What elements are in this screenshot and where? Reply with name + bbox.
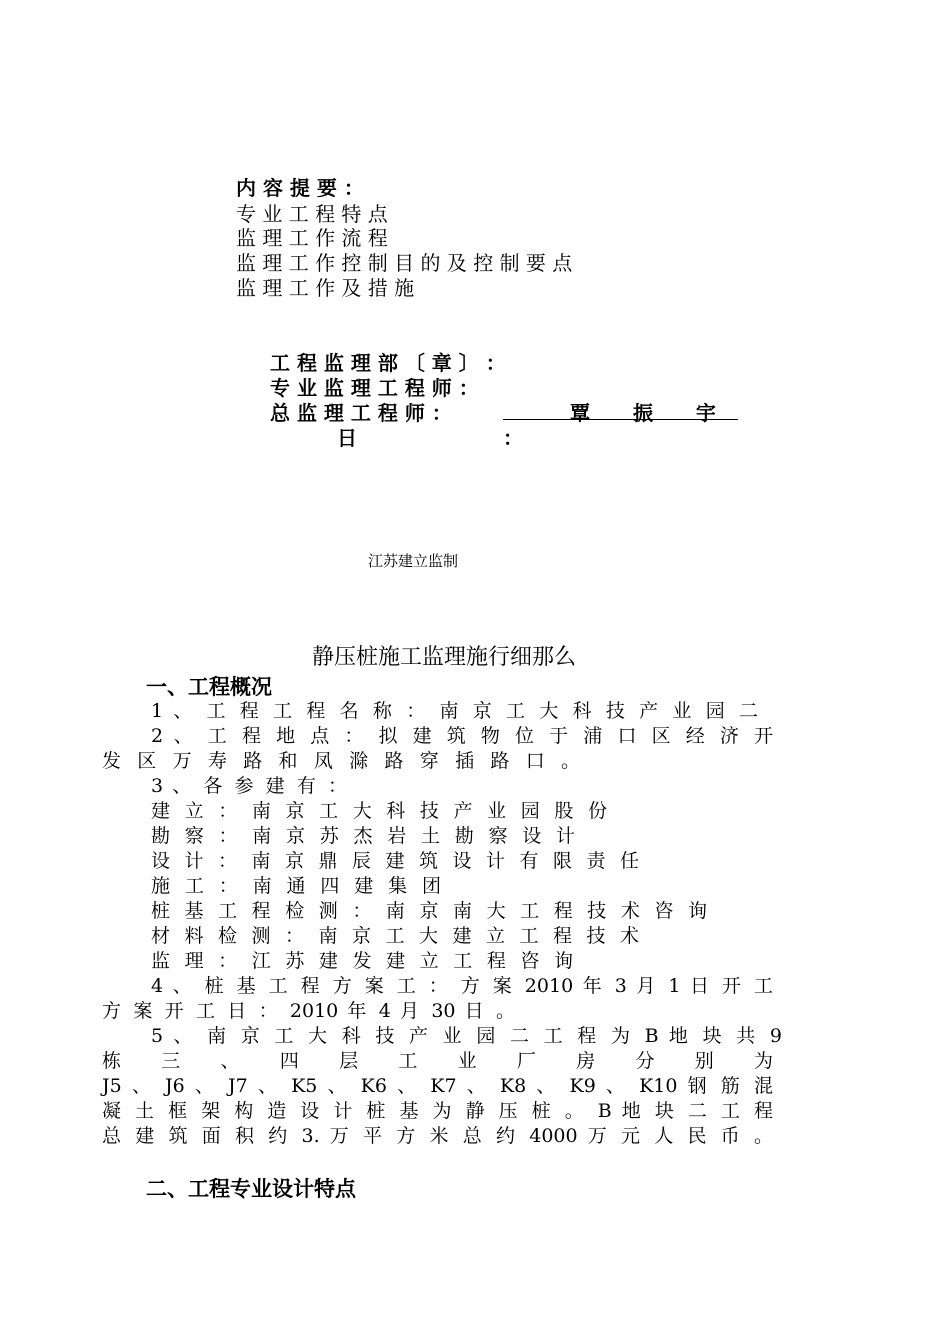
body-line: J5 、 J6 、 J7 、 K5 、 K6 、 K7 、 K8 、 K9 、 K10 钢 筋 混 bbox=[102, 1075, 773, 1097]
date-label: 日 bbox=[337, 426, 357, 450]
body-line: 勘 察 ： 南 京 苏 杰 岩 土 勘 察 设 计 bbox=[151, 825, 575, 847]
body-line: 方 案 开 工 日 ： 2010 年 4 月 30 日 。 bbox=[102, 1000, 515, 1022]
summary-item: 专 业 工 程 特 点 bbox=[236, 202, 388, 226]
summary-item: 监 理 工 作 控 制 目 的 及 控 制 要 点 bbox=[236, 251, 573, 275]
summary-title: 内 容 提 要 ： bbox=[236, 176, 364, 200]
chief-name: 覃 振 宇 bbox=[570, 401, 716, 425]
section-heading: 二、工程专业设计特点 bbox=[146, 1177, 356, 1201]
body-line: 1 、 工 程 工 程 名 称 ： 南 京 工 大 科 技 产 业 园 二 bbox=[151, 700, 758, 722]
body-line: 发 区 万 寿 路 和 凤 滁 路 穿 插 路 口 。 bbox=[102, 750, 580, 772]
chief-label: 总 监 理 工 程 师 ： bbox=[270, 401, 452, 425]
summary-item: 监 理 工 作 流 程 bbox=[236, 226, 388, 250]
body-line: 施 工 ： 南 通 四 建 集 团 bbox=[151, 875, 441, 897]
body-line: 监 理 ： 江 苏 建 发 建 立 工 程 咨 询 bbox=[151, 950, 573, 972]
doc-title: 静压桩施工监理施行细那么 bbox=[311, 645, 576, 670]
body-line: 材 料 检 测 ： 南 京 工 大 建 立 工 程 技 术 bbox=[151, 925, 639, 947]
body-line: 2 、 工 程 地 点 ： 拟 建 筑 物 位 于 浦 口 区 经 济 开 bbox=[151, 725, 773, 747]
body-line: 5 、 南 京 工 大 科 技 产 业 园 二 工 程 为 B 地 块 共 9 bbox=[151, 1025, 782, 1047]
section-heading: 一、工程概况 bbox=[146, 675, 272, 699]
body-line: 设 计 ： 南 京 鼎 辰 建 筑 设 计 有 限 责 任 bbox=[151, 850, 639, 872]
body-line: 总 建 筑 面 积 约 3. 万 平 方 米 总 约 4000 万 元 人 民 币 。 bbox=[102, 1125, 773, 1147]
issuer: 江苏建立监制 bbox=[368, 552, 459, 570]
summary-item: 监 理 工 作 及 措 施 bbox=[236, 276, 415, 300]
dept-label: 工 程 监 理 部 〔 章 〕 ： bbox=[270, 351, 506, 375]
body-line: 桩 基 工 程 检 测 ： 南 京 南 大 工 程 技 术 咨 询 bbox=[151, 900, 707, 922]
body-line: 4 、 桩 基 工 程 方 案 工 ： 方 案 2010 年 3 月 1 日 开 工 bbox=[151, 975, 773, 997]
engineer-label: 专 业 监 理 工 程 师 ： bbox=[270, 376, 479, 400]
body-line: 建 立 ： 南 京 工 大 科 技 产 业 园 股 份 bbox=[151, 800, 607, 822]
body-line: 3 、 各 参 建 有 ： bbox=[151, 775, 347, 797]
date-colon: ： bbox=[503, 426, 523, 450]
body-line: 栋 三 、 四 层 工 业 厂 房 分 别 为 bbox=[102, 1050, 773, 1072]
body-line: 凝 土 框 架 构 造 设 计 桩 基 为 静 压 桩 。 B 地 块 二 工 程 bbox=[102, 1100, 773, 1122]
